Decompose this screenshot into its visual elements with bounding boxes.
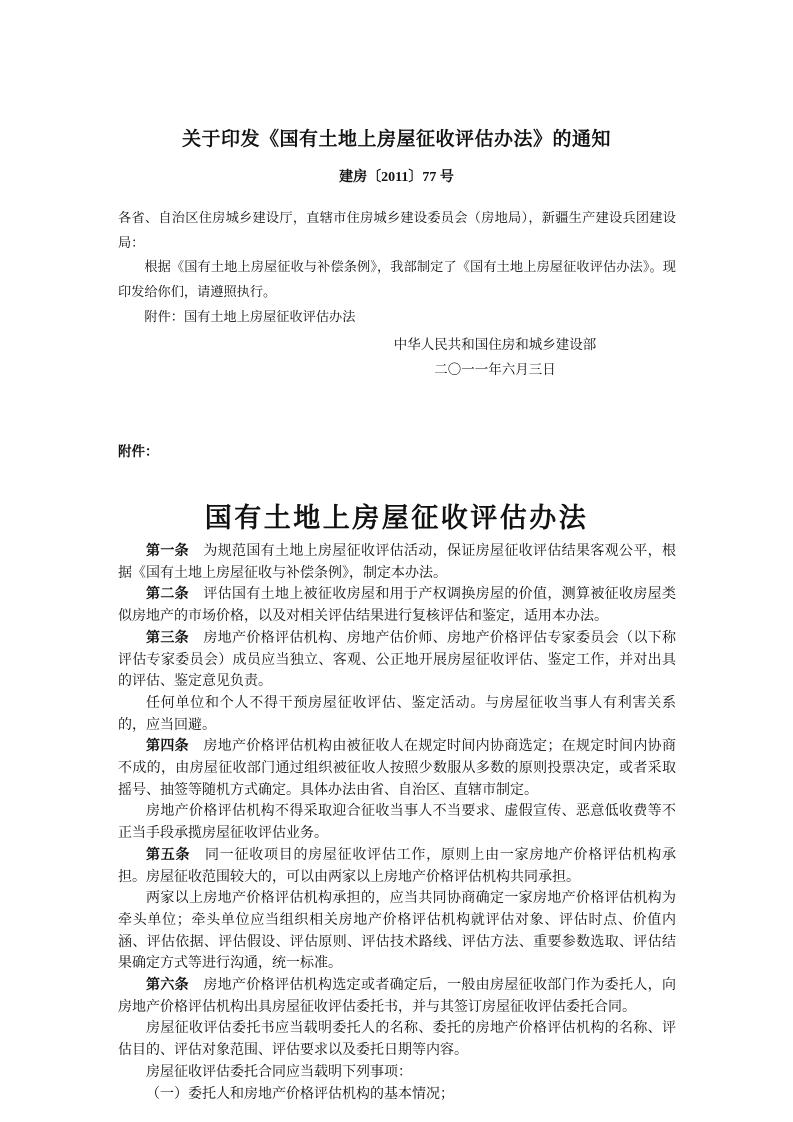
article-paragraph xyxy=(118,628,676,693)
signature-date: 二〇一一年六月三日 xyxy=(434,361,556,377)
article-number: 第四条 xyxy=(146,739,189,755)
article-text: 房地产价格评估机构选定或者确定后，一般由房屋征收部门作为委托人，向房地产价格评估机构出具房屋征收评估委托书，并与其签订房屋征收评估委托合同。 xyxy=(118,978,677,1015)
signature-issuer: 中华人民共和国住房和城乡建设部 xyxy=(393,337,597,352)
article-paragraph xyxy=(118,801,676,844)
notice-body-paragraph: 根据《国有土地上房屋征收与补偿条例》，我部制定了《国有土地上房屋征收评估办法》。现印发给你们，请遵照执行。 xyxy=(118,259,676,300)
article-paragraph xyxy=(118,888,676,975)
article-text: 房屋征收评估委托书应当载明委托人的名称、委托的房地产价格评估机构的名称、评估目的、评估对象范围、评估要求以及委托日期等内容。 xyxy=(118,1021,676,1059)
article-number: 第六条 xyxy=(146,978,189,994)
article-number: 第一条 xyxy=(146,544,189,559)
article-paragraph xyxy=(118,975,676,1018)
article-text: 两家以上房地产价格评估机构承担的，应当共同协商确定一家房地产价格评估机构为牵头单位；牵头单位应当组织相关房地产价格评估机构就评估对象、评估时点、价值内涵、评估依据、评估假设、评估原则、评估技术路线、评估方法、重要参数选取、评估结果确定方式等进行沟通，统一标准。 xyxy=(118,891,676,972)
article-paragraph xyxy=(118,1084,676,1106)
notice-salutation: 各省、自治区住房城乡建设厅，直辖市住房城乡建设委员会（房地局），新疆生产建设兵团建设局： xyxy=(118,210,676,250)
article-text: 为规范国有土地上房屋征收评估活动，保证房屋征收评估结果客观公平，根据《国有土地上房屋征收与补偿条例》，制定本办法。 xyxy=(118,544,677,581)
article-text: 评估国有土地上被征收房屋和用于产权调换房屋的价值，测算被征收房屋类似房地产的市场价格，以及对相关评估结果进行复核评估和鉴定，适用本办法。 xyxy=(118,587,677,625)
article-paragraph xyxy=(118,845,676,888)
attachment-label: 附件： xyxy=(118,444,159,459)
article-text: 房地产价格评估机构由被征收人在规定时间内协商选定；在规定时间内协商不成的，由房屋征收部门通过组织被征收人按照少数服从多数的原则投票决定，或者采取摇号、抽签等随机方式确定。具体办法由省、自治区、直辖市制定。 xyxy=(118,739,677,798)
article-paragraph xyxy=(118,736,676,801)
article-text: 房地产价格评估机构、房地产估价师、房地产价格评估专家委员会（以下称评估专家委员会）成员应当独立、客观、公正地开展房屋征收评估、鉴定工作，并对出具的评估、鉴定意见负责。 xyxy=(118,630,677,690)
article-number: 第三条 xyxy=(146,630,189,646)
notice-attachment-reference: 附件：国有土地上房屋征收评估办法 xyxy=(144,308,356,324)
article-text: 房屋征收评估委托合同应当载明下列事项： xyxy=(146,1064,412,1080)
article-text: 房地产价格评估机构不得采取迎合征收当事人不当要求、虚假宣传、恶意低收费等不正当手段承揽房屋征收评估业务。 xyxy=(118,804,676,842)
signature-block xyxy=(216,333,774,382)
article-number: 第五条 xyxy=(146,847,191,863)
article-number: 第二条 xyxy=(146,587,189,603)
article-paragraph xyxy=(118,584,676,627)
article-paragraph xyxy=(118,541,676,584)
article-paragraph xyxy=(118,1062,676,1084)
notice-body xyxy=(118,206,676,330)
attachment-title: 国有土地上房屋征收评估办法 xyxy=(204,503,589,534)
doc-number: 建房〔2011〕77 号 xyxy=(339,170,454,185)
article-text: 任何单位和个人不得干预房屋征收评估、鉴定活动。与房屋征收当事人有利害关系的，应当回避。 xyxy=(118,695,676,733)
notice-title: 关于印发《国有土地上房屋征收评估办法》的通知 xyxy=(181,128,611,150)
article-text: 同一征收项目的房屋征收评估工作，原则上由一家房地产价格评估机构承担。房屋征收范围较大的，可以由两家以上房地产价格评估机构共同承担。 xyxy=(118,847,677,885)
article-text: （一）委托人和房地产价格评估机构的基本情况； xyxy=(146,1086,454,1102)
article-paragraph xyxy=(118,693,676,736)
attachment-body xyxy=(118,541,676,1105)
article-paragraph xyxy=(118,1018,676,1061)
